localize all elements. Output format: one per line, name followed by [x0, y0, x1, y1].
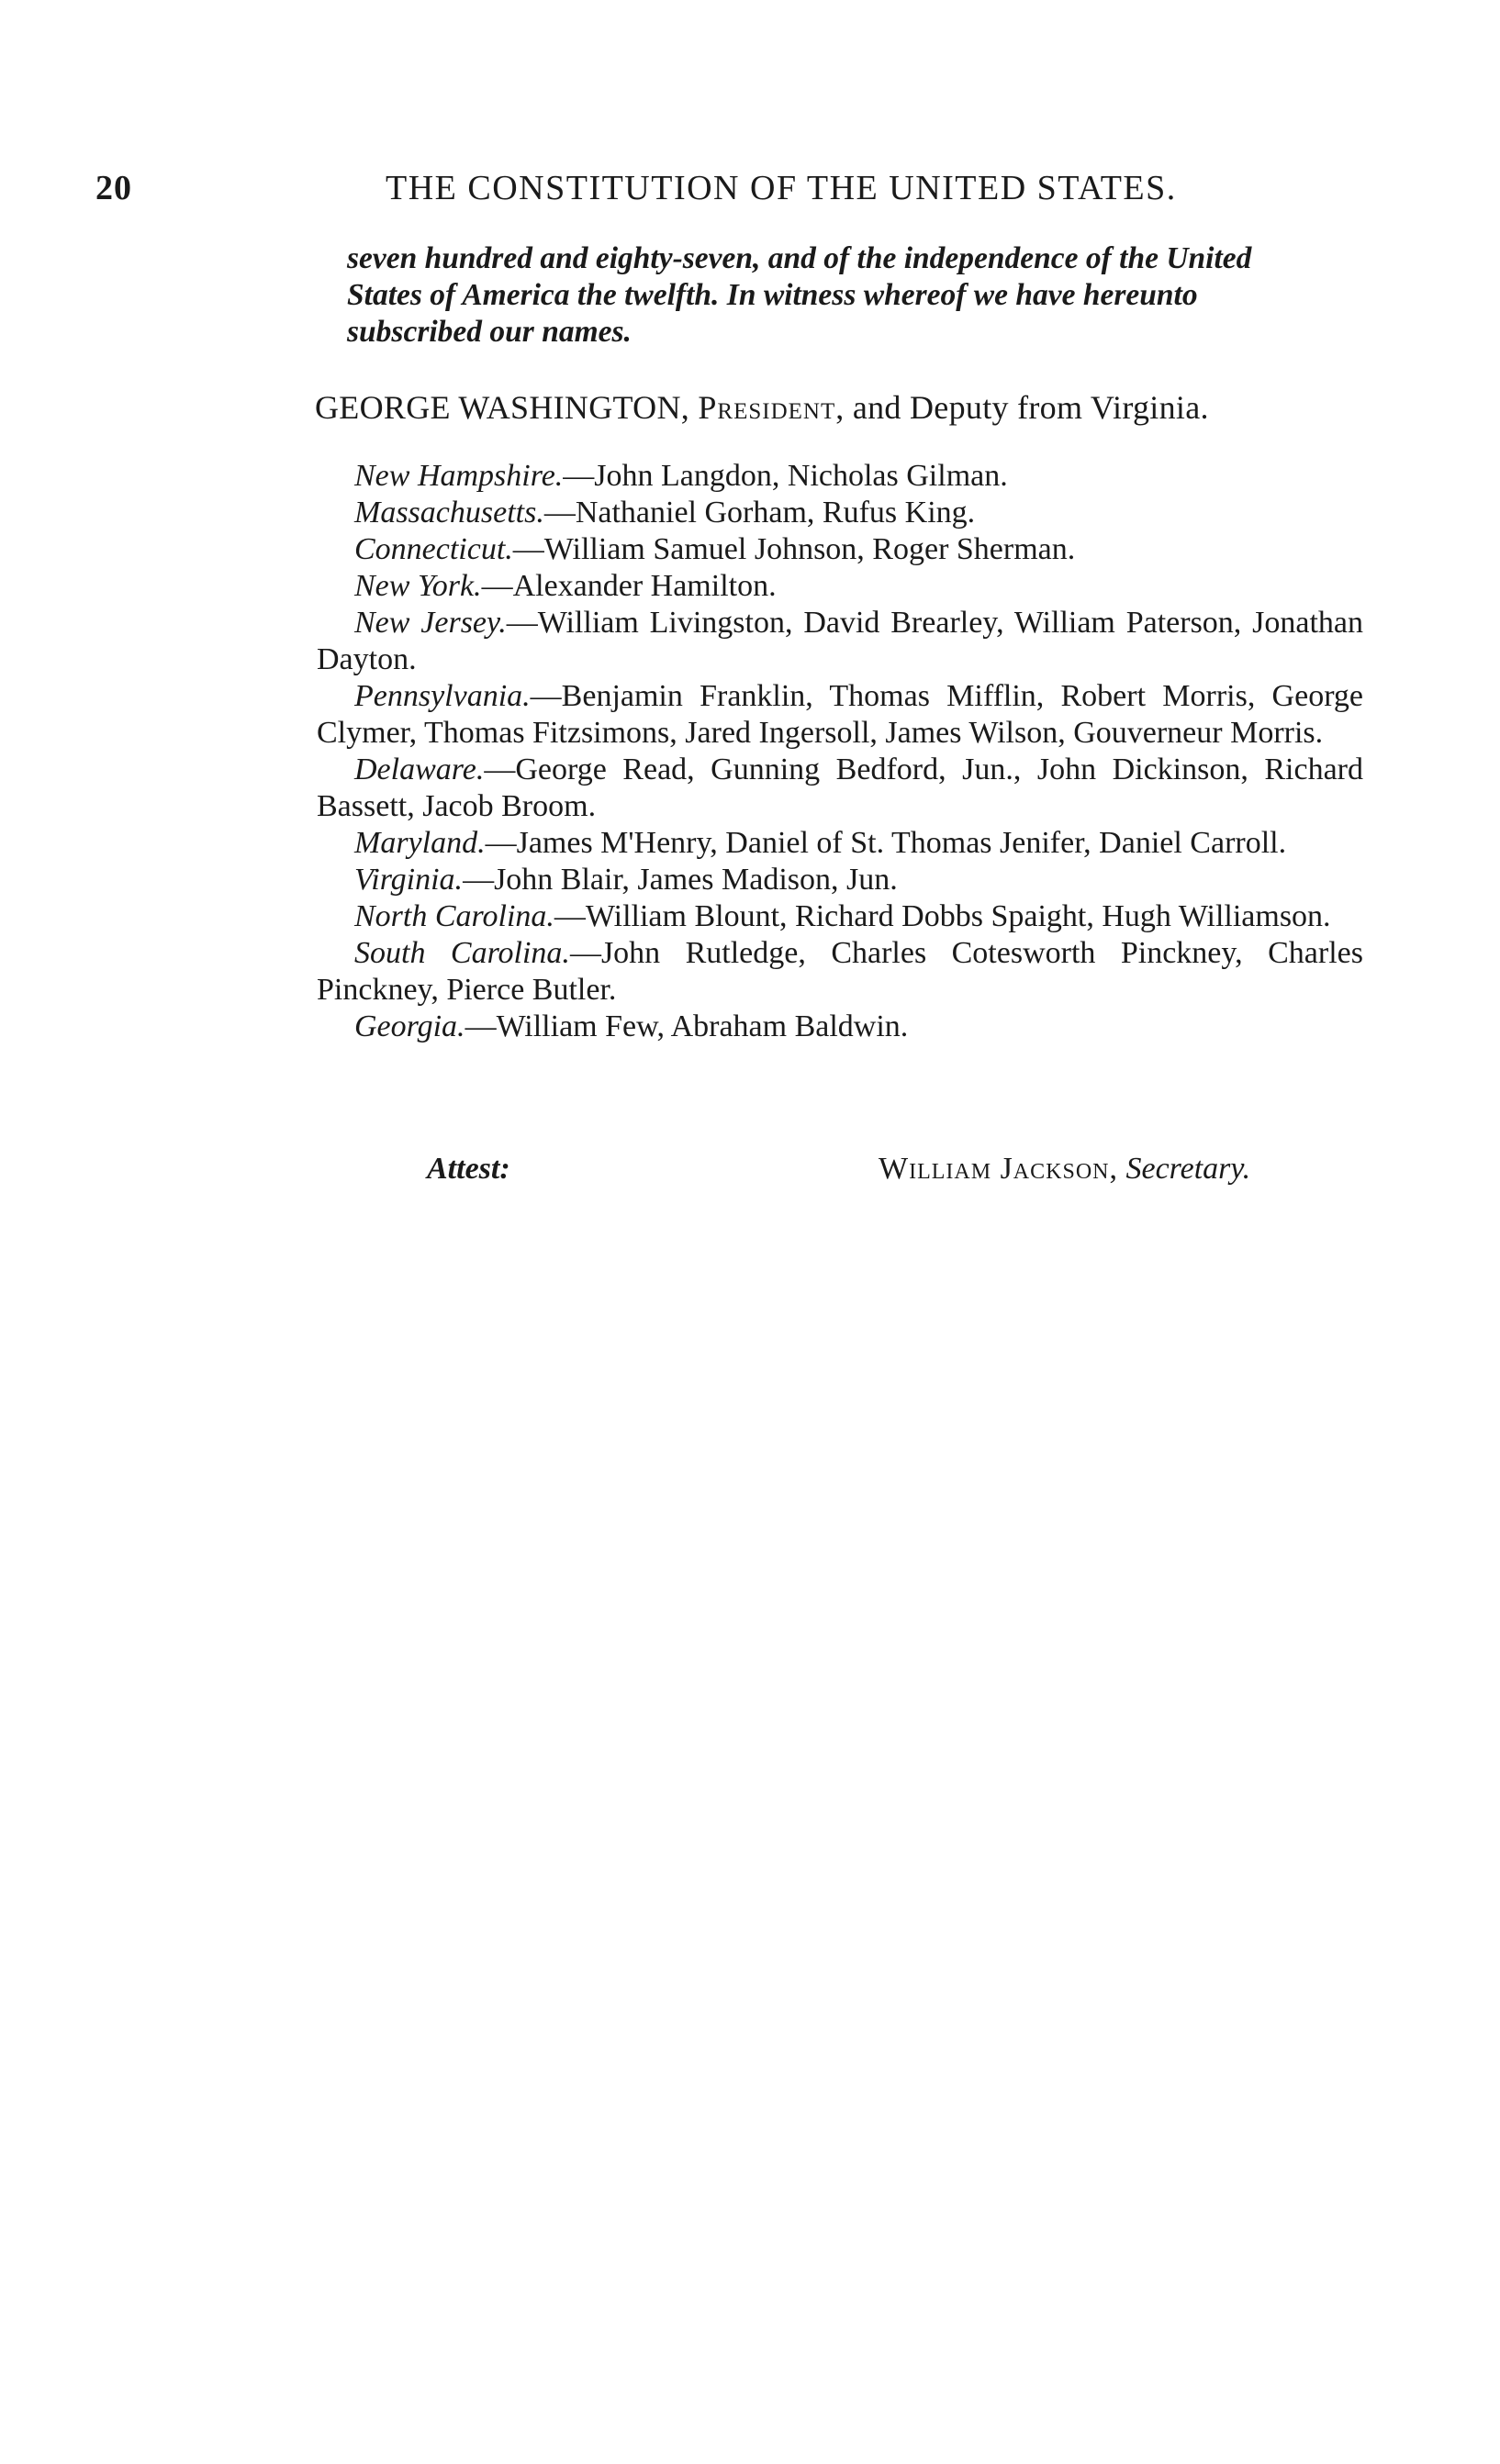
closing-line: States of America the twelfth. In witness whereof we have hereunto	[347, 278, 1198, 312]
state-entry-north-carolina	[317, 898, 1363, 935]
signers-list	[317, 458, 1363, 1045]
attest-label: Attest:	[427, 1152, 510, 1186]
state-signers: —William Samuel Johnson, Roger Sherman.	[512, 532, 1076, 566]
state-entry-new-hampshire	[317, 458, 1363, 495]
state-name: Delaware.	[354, 753, 485, 786]
state-entry-maryland	[317, 825, 1363, 862]
closing-paragraph	[347, 240, 1357, 351]
closing-line: subscribed our names.	[347, 315, 632, 349]
state-name: New Hampshire.	[354, 459, 564, 493]
state-signers: —James M'Henry, Daniel of St. Thomas Jenifer, Daniel Carroll.	[485, 826, 1287, 860]
president-title: President	[698, 389, 836, 426]
president-signature-line	[315, 388, 1209, 427]
state-entry-massachusetts	[317, 495, 1363, 531]
state-name: New York.	[354, 569, 482, 603]
state-signers: —Benjamin Franklin, Thomas Mifflin, Robert Morris, George Clymer, Thomas Fitzsimons, Jared Ingersoll, James Wilson, Gouverneur Morris.	[317, 679, 1363, 750]
state-entry-connecticut	[317, 531, 1363, 568]
state-signers: —John Rutledge, Charles Cotesworth Pinckney, Charles Pinckney, Pierce Butler.	[317, 936, 1363, 1007]
state-entry-new-jersey	[317, 605, 1363, 678]
state-name: North Carolina.	[354, 899, 554, 933]
state-signers: —George Read, Gunning Bedford, Jun., John Dickinson, Richard Bassett, Jacob Broom.	[317, 753, 1363, 823]
state-entry-south-carolina	[317, 935, 1363, 1009]
state-name: New Jersey.	[354, 606, 507, 640]
state-entry-delaware	[317, 752, 1363, 825]
state-entry-virginia	[317, 862, 1363, 898]
state-signers: —William Few, Abraham Baldwin.	[465, 1009, 909, 1043]
state-entry-new-york	[317, 568, 1363, 605]
state-name: Connecticut.	[354, 532, 513, 566]
state-signers: —Alexander Hamilton.	[481, 569, 777, 603]
state-name: Massachusetts.	[354, 496, 544, 530]
secretary-name: William Jackson,	[879, 1152, 1118, 1186]
state-signers: —John Blair, James Madison, Jun.	[463, 863, 898, 897]
attest-line	[317, 1152, 1372, 1192]
state-name: Maryland.	[354, 826, 486, 860]
state-entry-georgia	[317, 1009, 1363, 1045]
state-entry-pennsylvania	[317, 678, 1363, 752]
state-name: Virginia.	[354, 863, 464, 897]
closing-line: seven hundred and eighty-seven, and of the independence of the United	[347, 241, 1252, 275]
running-title: THE CONSTITUTION OF THE UNITED STATES.	[386, 169, 1177, 207]
state-name: South Carolina.	[354, 936, 570, 970]
state-signers: —John Langdon, Nicholas Gilman.	[563, 459, 1008, 493]
secretary-title: Secretary.	[1125, 1152, 1251, 1186]
state-name: Georgia.	[354, 1009, 465, 1043]
page-number: 20	[95, 169, 132, 207]
president-rest: , and Deputy from Virginia.	[835, 389, 1209, 426]
page-header	[95, 168, 1370, 223]
attest-signature	[879, 1152, 1250, 1187]
state-signers: —Nathaniel Gorham, Rufus King.	[543, 496, 976, 530]
state-name: Pennsylvania.	[354, 679, 531, 713]
president-name: GEORGE WASHINGTON,	[315, 389, 690, 426]
state-signers: —William Blount, Richard Dobbs Spaight, Hugh Williamson.	[554, 899, 1331, 933]
state-signers: —William Livingston, David Brearley, William Paterson, Jonathan Dayton.	[317, 606, 1364, 676]
